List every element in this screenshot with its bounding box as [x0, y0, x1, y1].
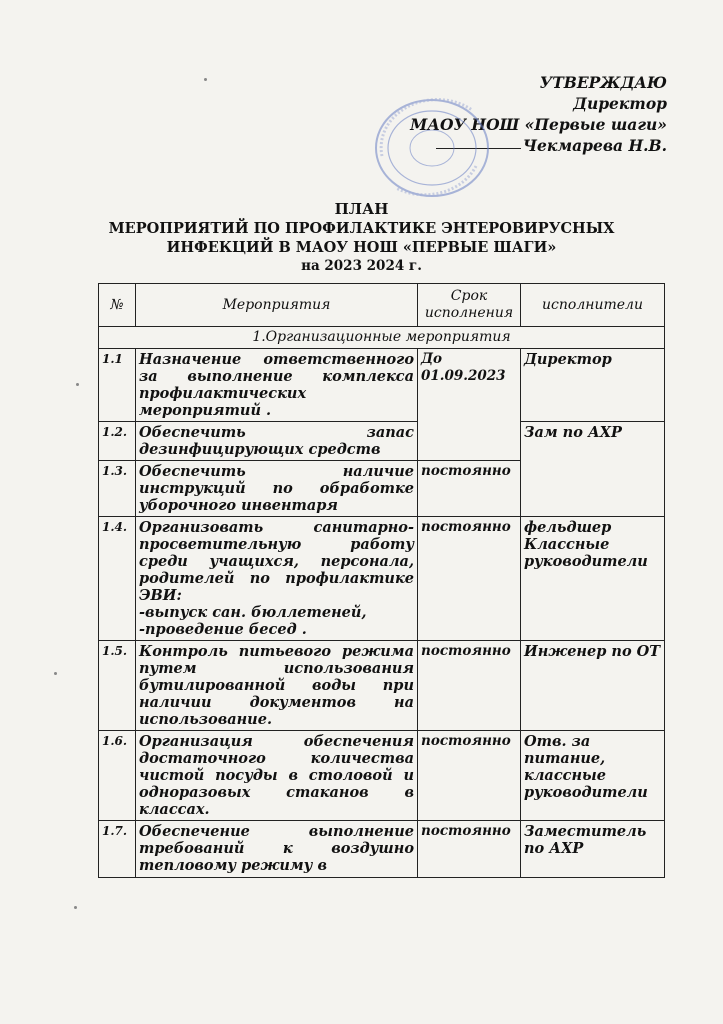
- title-plan: ПЛАН: [334, 200, 389, 218]
- row-activity: Контроль питьевого режима путем использования бутилированной воды при наличии документов на использование.: [136, 641, 418, 731]
- header-term: Срок исполнения: [418, 284, 521, 327]
- row-activity: Организация обеспечения достаточного количества чистой посуды в столовой и одноразовых стаканов в классах.: [136, 731, 418, 821]
- table-row: [99, 517, 665, 641]
- scan-speck: [54, 672, 57, 675]
- row-executor: Отв. за питание, классные руководители: [521, 731, 665, 821]
- title-line-2: МЕРОПРИЯТИЙ ПО ПРОФИЛАКТИКЕ ЭНТЕРОВИРУСНЫХ: [108, 220, 615, 237]
- row-activity: Обеспечить запас дезинфицирующих средств: [136, 422, 418, 461]
- approval-heading: УТВЕРЖДАЮ: [539, 73, 667, 92]
- row-term: постоянно: [418, 641, 521, 731]
- title-year: на 2023 2024 г.: [301, 258, 422, 274]
- row-activity: Назначение ответственного за выполнение комплекса профилактических мероприятий .: [136, 349, 418, 422]
- row-term: постоянно: [418, 461, 521, 517]
- approval-position: Директор: [573, 94, 667, 113]
- row-term: постоянно: [418, 821, 521, 878]
- section-row: [99, 327, 665, 349]
- approval-name: Чекмарева Н.В.: [522, 136, 667, 155]
- row-number: 1.1: [99, 349, 136, 422]
- title-line-3: ИНФЕКЦИЙ В МАОУ НОШ «ПЕРВЫЕ ШАГИ»: [166, 239, 557, 256]
- table-row: [99, 821, 665, 878]
- table-row: [99, 349, 665, 422]
- table-row: [99, 731, 665, 821]
- row-number: 1.6.: [99, 731, 136, 821]
- row-executor: фельдшер Классные руководители: [521, 517, 665, 641]
- row-term: постоянно: [418, 731, 521, 821]
- row-activity-text: Организовать санитарно-просветительную работу среди учащихся, персонала, родителей по профилактике ЭВИ:: [139, 519, 414, 604]
- table-header-row: [99, 284, 665, 327]
- row-executor: Зам по АХР: [521, 422, 665, 517]
- row-number: 1.3.: [99, 461, 136, 517]
- scan-speck: [76, 383, 79, 386]
- row-activity: Обеспечить наличие инструкций по обработке уборочного инвентаря: [136, 461, 418, 517]
- row-term: До 01.09.2023: [418, 349, 521, 461]
- table-row: [99, 641, 665, 731]
- row-number: 1.5.: [99, 641, 136, 731]
- header-number: №: [99, 284, 136, 327]
- scan-speck: [204, 78, 207, 81]
- row-number: 1.4.: [99, 517, 136, 641]
- row-executor: Директор: [521, 349, 665, 422]
- row-executor: Заместитель по АХР: [521, 821, 665, 878]
- plan-table: [98, 283, 665, 878]
- round-stamp-icon: [372, 96, 492, 201]
- row-activity-item: -выпуск сан. бюллетеней,: [139, 604, 367, 621]
- document-title: [0, 200, 723, 276]
- row-activity: Обеспечение выполнение требований к воздушно тепловому режиму в: [136, 821, 418, 878]
- row-activity: [136, 517, 418, 641]
- scan-speck: [74, 906, 77, 909]
- row-number: 1.2.: [99, 422, 136, 461]
- header-executors: исполнители: [521, 284, 665, 327]
- section-title: 1.Организационные мероприятия: [99, 327, 665, 349]
- row-activity-item: -проведение бесед .: [139, 621, 307, 638]
- approval-organization: МАОУ НОШ «Первые шаги»: [410, 115, 667, 134]
- header-activities: Мероприятия: [136, 284, 418, 327]
- table-row: [99, 422, 665, 461]
- row-number: 1.7.: [99, 821, 136, 878]
- row-executor: Инженер по ОТ: [521, 641, 665, 731]
- row-term: постоянно: [418, 517, 521, 641]
